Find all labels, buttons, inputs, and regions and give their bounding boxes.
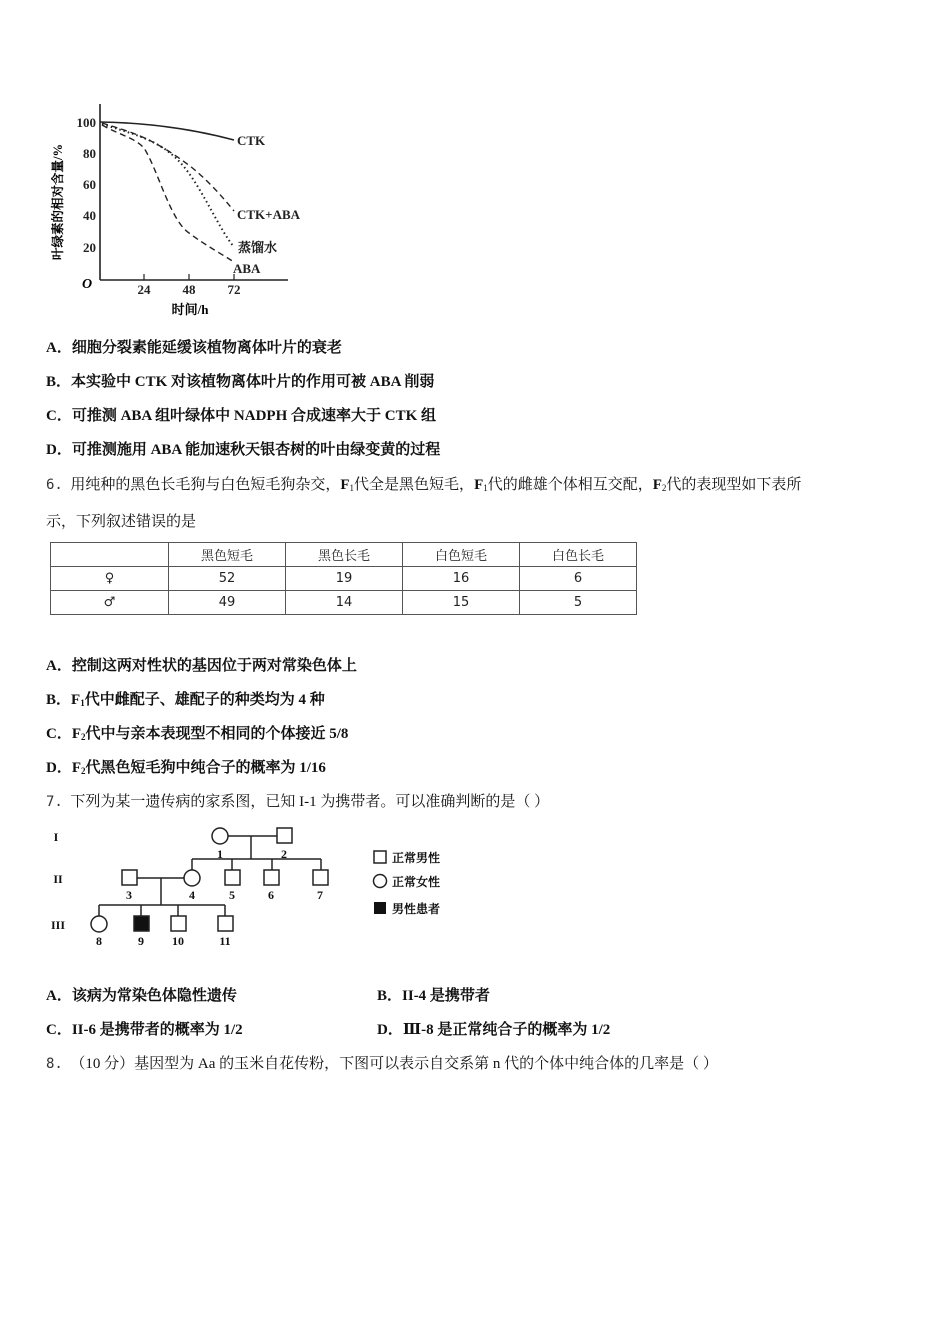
f-symbol: F <box>71 726 82 742</box>
y-ticks <box>77 115 97 255</box>
generation-label: III <box>50 918 66 932</box>
y-axis-label: 叶绿素的相对含量/% <box>51 144 65 260</box>
option-text: 本实验中 CTK 对该植物离体叶片的作用可被 ABA 削弱 <box>71 374 435 390</box>
member-9-affected-male <box>134 916 149 931</box>
table-cell: 6 <box>520 567 637 591</box>
subscript: 1 <box>349 483 355 493</box>
option-label: B． <box>46 374 72 390</box>
affected-male-legend-icon <box>374 902 386 914</box>
q6-option-b[interactable] <box>46 688 325 709</box>
member-6-male <box>264 870 279 885</box>
stem-text: 基因型为 Aa 的玉米自花传粉，下图可以表示自交系第 n 代的个体中纯合体的几率是（ ） <box>134 1056 718 1072</box>
option-label: B． <box>377 988 403 1004</box>
xtick-24: 24 <box>137 282 151 297</box>
series-ctk <box>100 122 234 140</box>
q5-option-a[interactable] <box>46 336 342 357</box>
table-header: 白色短毛 <box>403 543 520 567</box>
option-text: 控制这两对性状的基因位于两对常染色体上 <box>71 658 357 674</box>
pedigree-diagram <box>40 815 460 955</box>
ytick-60: 60 <box>83 177 96 192</box>
member-number: 10 <box>172 934 184 948</box>
generation-label: II <box>53 872 63 886</box>
member-number: 5 <box>229 888 235 902</box>
subscript: 1 <box>483 483 488 493</box>
table-header-row <box>51 543 637 567</box>
question-number: 6. <box>46 477 63 493</box>
member-number: 4 <box>189 888 195 902</box>
option-label: C． <box>46 408 72 424</box>
phenotype-table <box>50 542 637 615</box>
ytick-20: 20 <box>83 240 96 255</box>
option-label: C． <box>46 1022 72 1038</box>
option-label: A． <box>46 658 72 674</box>
table-cell: 5 <box>520 591 637 615</box>
ytick-100: 100 <box>76 115 96 130</box>
member-number: 9 <box>138 934 144 948</box>
x-axis-label: 时间/h <box>171 302 209 317</box>
option-label: B． <box>46 692 72 708</box>
label-aba: ABA <box>233 261 261 276</box>
member-number: 8 <box>96 934 102 948</box>
q7-stem <box>46 790 549 811</box>
member-7-male <box>313 870 328 885</box>
female-symbol: ♀ <box>51 567 169 591</box>
f2-symbol: F <box>652 477 662 493</box>
ytick-80: 80 <box>83 146 96 161</box>
xtick-48: 48 <box>182 282 196 297</box>
male-symbol: ♂ <box>51 591 169 615</box>
table-cell: 15 <box>403 591 520 615</box>
series-distilled-water <box>102 124 234 247</box>
option-label: A． <box>46 340 72 356</box>
table-cell: 49 <box>169 591 286 615</box>
q8-stem <box>46 1052 718 1073</box>
question-number: 8. <box>46 1056 63 1072</box>
q7-option-b[interactable] <box>377 984 490 1005</box>
table-header: 黑色短毛 <box>169 543 286 567</box>
option-label: A． <box>46 988 72 1004</box>
q6-stem-line2: 示，下列叙述错误的是 <box>46 514 197 530</box>
option-label: D． <box>46 442 72 458</box>
member-4-female <box>184 870 200 886</box>
q6-option-c[interactable] <box>46 722 348 743</box>
option-text: II-4 是携带者 <box>402 988 490 1004</box>
member-number: 6 <box>268 888 274 902</box>
series-aba <box>102 125 234 262</box>
series-ctk-aba <box>102 123 234 211</box>
table-cell: 19 <box>286 567 403 591</box>
f1-symbol: F <box>474 477 484 493</box>
stem-text: 代的表现型如下表所 <box>666 477 802 493</box>
label-ctk: CTK <box>237 133 266 148</box>
x-ticks <box>138 282 241 297</box>
ytick-40: 40 <box>83 208 96 223</box>
f-symbol: F <box>71 692 81 708</box>
f-symbol: F <box>71 760 82 776</box>
table-row <box>51 567 637 591</box>
label-distilled-water: 蒸馏水 <box>238 240 278 255</box>
member-8-female <box>91 916 107 932</box>
option-text: Ⅲ-8 是正常纯合子的概率为 1/2 <box>402 1022 611 1038</box>
q6-option-a[interactable] <box>46 654 357 675</box>
option-text: 该病为常染色体隐性遗传 <box>71 988 237 1004</box>
question-number: 7. <box>46 794 63 810</box>
table-header: 黑色长毛 <box>286 543 403 567</box>
q6-option-d[interactable] <box>46 756 326 777</box>
member-11-male <box>218 916 233 931</box>
male-legend-icon <box>374 851 386 863</box>
stem-text: 用纯种的黑色长毛狗与白色短毛狗杂交， <box>70 477 341 493</box>
q5-option-c[interactable] <box>46 404 436 425</box>
pedigree-legend <box>374 850 441 916</box>
option-text: 代中雌配子、雄配子的种类均为 4 种 <box>84 692 325 708</box>
subscript: 2 <box>81 732 86 742</box>
option-text: 可推测施用 ABA 能加速秋天银杏树的叶由绿变黄的过程 <box>71 442 441 458</box>
stem-text: 代全是黑色短毛， <box>354 477 475 493</box>
member-number: 7 <box>317 888 323 902</box>
member-number: 11 <box>219 934 231 948</box>
chlorophyll-line-chart <box>40 90 330 320</box>
legend-label: 男性患者 <box>392 902 441 916</box>
member-2-male <box>277 828 292 843</box>
option-text: 细胞分裂素能延缓该植物离体叶片的衰老 <box>71 340 342 356</box>
table-header <box>51 543 169 567</box>
xtick-72: 72 <box>227 282 241 297</box>
origin-label: O <box>82 277 93 292</box>
option-text: 可推测 ABA 组叶绿体中 NADPH 合成速率大于 CTK 组 <box>71 408 437 424</box>
table-row <box>51 591 637 615</box>
option-label: D． <box>377 1022 403 1038</box>
member-1-female <box>212 828 228 844</box>
q5-option-d[interactable] <box>46 438 440 459</box>
subscript: 2 <box>661 483 667 493</box>
member-number: 2 <box>281 847 287 861</box>
table-cell: 52 <box>169 567 286 591</box>
score-label: （10 分） <box>70 1056 135 1072</box>
member-10-male <box>171 916 186 931</box>
label-ctk-aba: CTK+ABA <box>237 207 301 222</box>
option-label: C． <box>46 726 72 742</box>
member-3-male <box>122 870 137 885</box>
member-5-male <box>225 870 240 885</box>
q5-option-b[interactable] <box>46 370 434 391</box>
option-text: 代中与亲本表现型不相同的个体接近 5/8 <box>85 726 349 742</box>
legend-label: 正常女性 <box>392 875 441 889</box>
legend-label: 正常男性 <box>392 851 441 865</box>
generation-label: I <box>53 830 59 844</box>
option-label: D． <box>46 760 72 776</box>
q7-option-c[interactable] <box>46 1018 243 1039</box>
q6-stem <box>46 473 801 494</box>
female-legend-icon <box>374 875 387 888</box>
f1-symbol: F <box>340 477 350 493</box>
option-text: II-6 是携带者的概率为 1/2 <box>71 1022 243 1038</box>
subscript: 1 <box>80 698 85 708</box>
q7-option-a[interactable] <box>46 984 237 1005</box>
option-text: 代黑色短毛狗中纯合子的概率为 1/16 <box>85 760 326 776</box>
stem-text: 代的雌雄个体相互交配， <box>487 477 653 493</box>
table-header: 白色长毛 <box>520 543 637 567</box>
table-cell: 14 <box>286 591 403 615</box>
table-cell: 16 <box>403 567 520 591</box>
stem-text: 下列为某一遗传病的家系图，已知 I-1 为携带者。可以准确判断的是（ ） <box>70 794 550 810</box>
member-number: 1 <box>217 847 223 861</box>
member-number: 3 <box>126 888 132 902</box>
subscript: 2 <box>81 766 86 776</box>
q7-option-d[interactable] <box>377 1018 610 1039</box>
